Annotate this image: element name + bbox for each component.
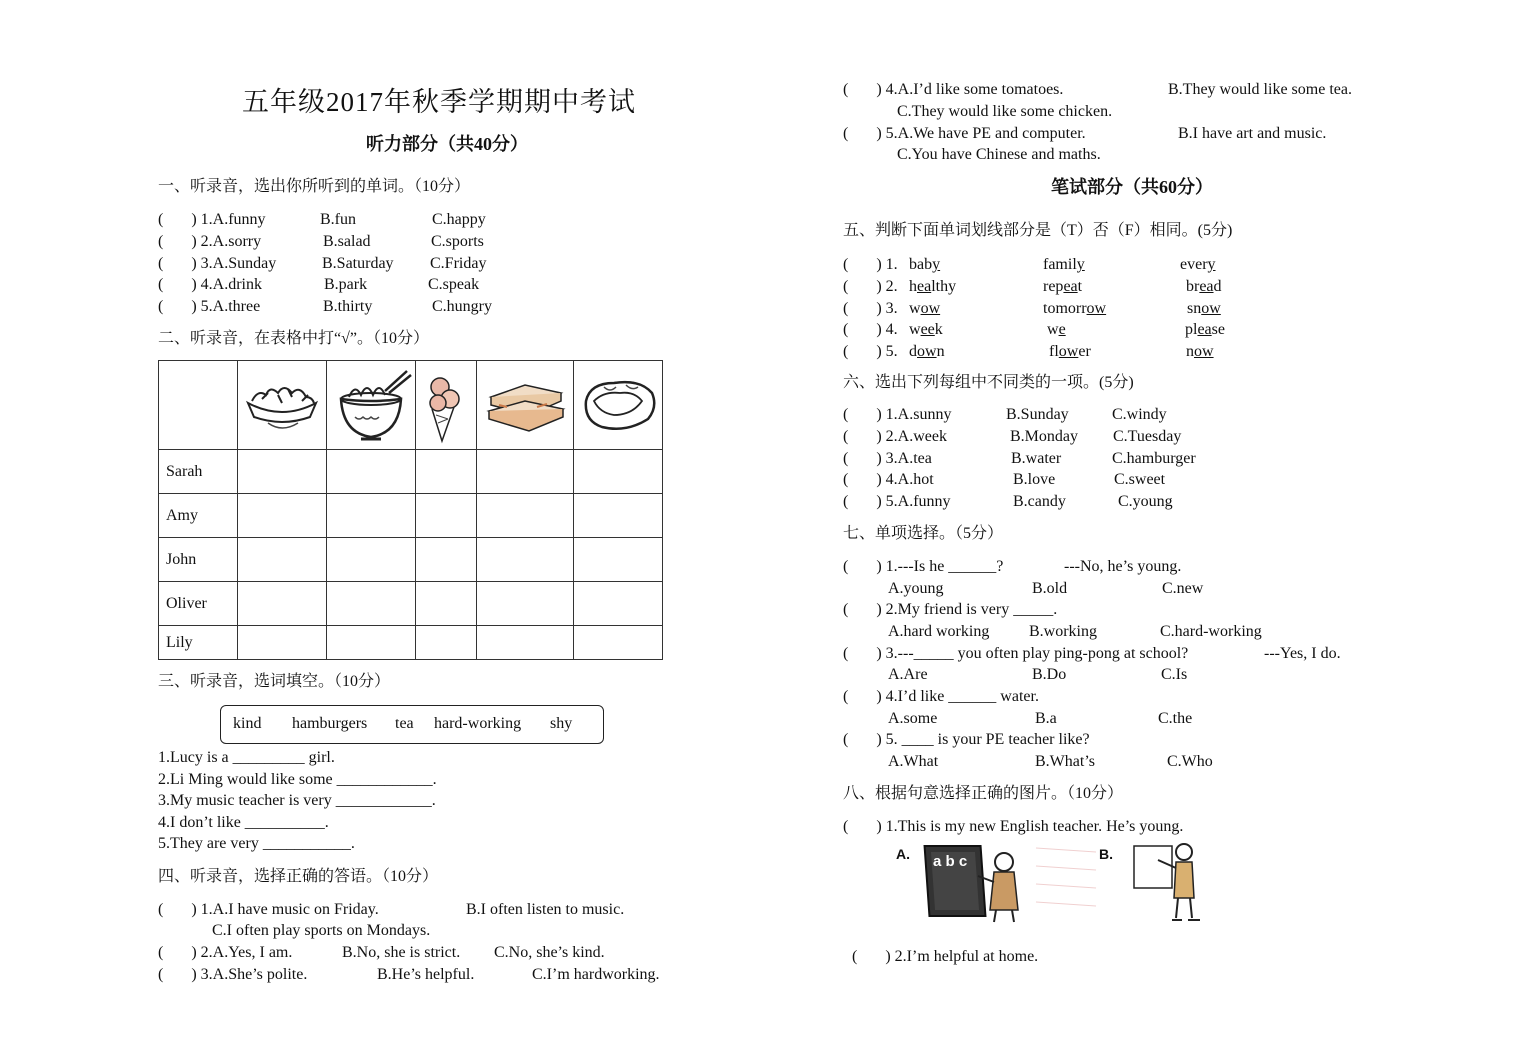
word-hamburgers: hamburgers (292, 715, 368, 732)
beef-cell (574, 361, 663, 450)
underlined-part: ea (917, 278, 932, 295)
section2-heading: 二、听录音，在表格中打“√”。（10分） (158, 330, 429, 347)
q4-2-b: B.No, she is strict. (342, 944, 461, 961)
q6-3-c: C.hamburger (1112, 450, 1196, 467)
q5-row-4-word-3: please (1185, 321, 1225, 338)
word-box (220, 705, 604, 744)
q7-5-c: C.Who (1167, 753, 1213, 770)
section7-heading: 七、单项选择。（5分） (843, 525, 1004, 542)
cell[interactable] (477, 538, 574, 582)
q7-1: ( ) 1.---Is he ______? (843, 558, 1004, 575)
noodles-cell (327, 361, 416, 450)
underlined-part: ow (1201, 300, 1221, 317)
name-oliver: Oliver (159, 582, 238, 626)
q6-1-b: B.Sunday (1006, 406, 1069, 423)
q7-3-a: A.Are (888, 666, 928, 683)
cell[interactable] (327, 450, 416, 494)
picture-b (1132, 838, 1222, 924)
cell[interactable] (238, 582, 327, 626)
q7-3-reply: ---Yes, I do. (1264, 645, 1341, 662)
q4-5-a: ( ) 5.A.We have PE and computer. (843, 125, 1086, 142)
q7-1-c: C.new (1162, 580, 1204, 597)
q5-row-3-word-3: snow (1187, 300, 1221, 317)
underlined-part: ee (920, 321, 935, 338)
q1-1-b: B.fun (320, 211, 356, 228)
q1-3-b: B.Saturday (322, 255, 394, 272)
teacher-young-picture (1132, 838, 1222, 924)
beef-icon (574, 361, 662, 449)
q6-5-c: C.young (1118, 493, 1173, 510)
cell[interactable] (238, 494, 327, 538)
cell[interactable] (477, 582, 574, 626)
q1-2: ( ) 2.A.sorry (158, 233, 262, 250)
q5-row-2-word-3: bread (1186, 278, 1222, 295)
q1-4-b: B.park (324, 276, 368, 293)
cell[interactable] (574, 450, 663, 494)
q4-3-c: C.I’m hardworking. (532, 966, 660, 983)
sandwich-icon (477, 361, 573, 449)
q7-4-b: B.a (1035, 710, 1057, 727)
q4-2-c: C.No, she’s kind. (494, 944, 605, 961)
fill-3: 3.My music teacher is very ____________. (158, 792, 436, 809)
q5-row-2-word-1: healthy (909, 278, 957, 295)
q7-4: ( ) 4.I’d like ______ water. (843, 688, 1039, 705)
teacher-old-picture (886, 838, 1111, 924)
q7-2-b: B.working (1029, 623, 1097, 640)
q5-row-5-word-1: down (909, 343, 945, 360)
section3-heading: 三、听录音，选词填空。（10分） (158, 673, 391, 690)
q7-5-a: A.What (888, 753, 939, 770)
q6-2-c: C.Tuesday (1113, 428, 1182, 445)
underlined-part: ow (1194, 343, 1214, 360)
q1-3-c: C.Friday (430, 255, 487, 272)
word-shy: shy (550, 715, 573, 732)
name-lily: Lily (159, 626, 238, 660)
cell[interactable] (477, 450, 574, 494)
q6-1-a: ( ) 1.A.sunny (843, 406, 952, 423)
ice-cream-icon (416, 361, 476, 449)
q5-row-3-word-2: tomorrow (1043, 300, 1107, 317)
q6-5-a: ( ) 5.A.funny (843, 493, 951, 510)
q4-4-b: B.They would like some tea. (1168, 81, 1352, 98)
q6-4-c: C.sweet (1114, 471, 1166, 488)
underlined-part: ea (1197, 321, 1212, 338)
q5-row-4-word-2: we (1047, 321, 1066, 338)
q5-row-4-number: ( ) 4. (843, 321, 898, 338)
cell[interactable] (574, 582, 663, 626)
q8-2: ( ) 2.I’m helpful at home. (852, 948, 1039, 965)
q7-4-a: A.some (888, 710, 938, 727)
sandwich-cell (477, 361, 574, 450)
cell[interactable] (238, 450, 327, 494)
q5-row-5-word-2: flower (1049, 343, 1091, 360)
cell[interactable] (574, 538, 663, 582)
q5-row-5-word-3: now (1186, 343, 1214, 360)
cell[interactable] (477, 626, 574, 660)
cell[interactable] (574, 494, 663, 538)
q5-row-1-word-3: every (1180, 256, 1216, 273)
q7-3-c: C.Is (1161, 666, 1188, 683)
q7-2-c: C.hard-working (1160, 623, 1262, 640)
q4-4-c: C.They would like some chicken. (897, 103, 1113, 120)
section5-heading: 五、判断下面单词划线部分是（T）否（F）相同。(5分) (843, 222, 1233, 239)
q5-row-4-word-1: week (909, 321, 943, 338)
section8-heading: 八、根据句意选择正确的图片。（10分） (843, 785, 1124, 802)
q6-1-c: C.windy (1112, 406, 1167, 423)
q7-5: ( ) 5. ____ is your PE teacher like? (843, 731, 1090, 748)
underlined-part: y (1207, 256, 1216, 273)
food-table (158, 360, 663, 660)
q7-2: ( ) 2.My friend is very _____. (843, 601, 1058, 618)
q5-row-1-word-1: baby (909, 256, 941, 273)
name-sarah: Sarah (159, 450, 238, 494)
fill-1: 1.Lucy is a _________ girl. (158, 749, 335, 766)
underlined-part: y (1076, 256, 1085, 273)
cell[interactable] (416, 538, 477, 582)
q5-row-1-number: ( ) 1. (843, 256, 898, 273)
cell[interactable] (327, 582, 416, 626)
q7-2-a: A.hard working (888, 623, 990, 640)
underlined-part: ow (917, 343, 937, 360)
q7-3: ( ) 3.---_____ you often play ping-pong at school? (843, 645, 1189, 662)
q8-1: ( ) 1.This is my new English teacher. He’s young. (843, 818, 1184, 835)
underlined-part: ow (920, 300, 941, 317)
cell[interactable] (574, 626, 663, 660)
q1-3: ( ) 3.A.Sunday (158, 255, 277, 272)
board-text: a b c (933, 853, 968, 870)
q1-1: ( ) 1.A.funny (158, 211, 266, 228)
q4-2-a: ( ) 2.A.Yes, I am. (158, 944, 293, 961)
corner-cell (159, 361, 238, 450)
cell[interactable] (238, 626, 327, 660)
underlined-part: e (1058, 321, 1066, 338)
q6-2-a: ( ) 2.A.week (843, 428, 947, 445)
q4-1-a: ( ) 1.A.I have music on Friday. (158, 901, 379, 918)
q7-1-b: B.old (1032, 580, 1068, 597)
q1-4-c: C.speak (428, 276, 480, 293)
underlined-part: ea (1199, 278, 1214, 295)
writing-heading: 笔试部分（共60分） (1051, 177, 1213, 197)
q6-2-b: B.Monday (1010, 428, 1078, 445)
q6-4-a: ( ) 4.A.hot (843, 471, 934, 488)
word-kind: kind (233, 715, 262, 732)
q6-3-a: ( ) 3.A.tea (843, 450, 932, 467)
cell[interactable] (416, 582, 477, 626)
q1-2-c: C.sports (431, 233, 484, 250)
q5-row-5-number: ( ) 5. (843, 343, 898, 360)
q1-4: ( ) 4.A.drink (158, 276, 262, 293)
q5-row-3-word-1: wow (909, 300, 941, 317)
q6-5-b: B.candy (1013, 493, 1066, 510)
fill-4: 4.I don’t like __________. (158, 814, 329, 831)
q7-3-b: B.Do (1032, 666, 1067, 683)
label-b: B. (1099, 846, 1113, 862)
q4-1-c: C.I often play sports on Mondays. (212, 922, 431, 939)
q6-3-b: B.water (1011, 450, 1062, 467)
cell[interactable] (327, 626, 416, 660)
underlined-part: y (932, 256, 941, 273)
q1-5-c: C.hungry (432, 298, 492, 315)
cell[interactable] (416, 494, 477, 538)
listening-heading: 听力部分（共40分） (366, 134, 528, 154)
cell[interactable] (238, 538, 327, 582)
cell[interactable] (416, 450, 477, 494)
word-hard-working: hard-working (434, 715, 522, 732)
ice-cream-cell (416, 361, 477, 450)
q5-row-1-word-2: family (1043, 256, 1085, 273)
q4-1-b: B.I often listen to music. (466, 901, 625, 918)
section4-heading: 四、听录音，选择正确的答语。（10分） (158, 868, 439, 885)
q7-5-b: B.What’s (1035, 753, 1095, 770)
q6-4-b: B.love (1013, 471, 1056, 488)
q1-5-b: B.thirty (323, 298, 373, 315)
q4-5-c: C.You have Chinese and maths. (897, 146, 1101, 163)
name-john: John (159, 538, 238, 582)
q4-3-b: B.He’s helpful. (377, 966, 475, 983)
q5-row-2-word-2: repeat (1043, 278, 1083, 295)
q5-row-2-number: ( ) 2. (843, 278, 898, 295)
cell[interactable] (477, 494, 574, 538)
name-amy: Amy (159, 494, 238, 538)
underlined-part: ow (1058, 343, 1079, 360)
q1-5: ( ) 5.A.three (158, 298, 261, 315)
word-tea: tea (395, 715, 414, 732)
picture-a (886, 838, 1111, 924)
q4-4-a: ( ) 4.A.I’d like some tomatoes. (843, 81, 1064, 98)
label-a: A. (896, 846, 910, 862)
q7-1-reply: ---No, he’s young. (1064, 558, 1182, 575)
exam-title: 五年级2017年秋季学期期中考试 (242, 87, 636, 117)
q5-row-3-number: ( ) 3. (843, 300, 898, 317)
q7-4-c: C.the (1158, 710, 1193, 727)
salad-icon (238, 361, 326, 449)
fill-5: 5.They are very ___________. (158, 835, 355, 852)
cell[interactable] (327, 538, 416, 582)
section6-heading: 六、选出下列每组中不同类的一项。(5分) (843, 374, 1134, 391)
q1-1-c: C.happy (432, 211, 486, 228)
q4-5-b: B.I have art and music. (1178, 125, 1327, 142)
underlined-part: ow (1086, 300, 1107, 317)
section1-heading: 一、听录音，选出你所听到的单词。（10分） (158, 178, 471, 195)
q4-3-a: ( ) 3.A.She’s polite. (158, 966, 308, 983)
q7-1-a: A.young (888, 580, 944, 597)
underlined-part: ea (1063, 278, 1078, 295)
fill-2: 2.Li Ming would like some ____________. (158, 771, 437, 788)
noodles-icon (327, 361, 415, 449)
q1-2-b: B.salad (323, 233, 371, 250)
salad-cell (238, 361, 327, 450)
cell[interactable] (327, 494, 416, 538)
cell[interactable] (416, 626, 477, 660)
